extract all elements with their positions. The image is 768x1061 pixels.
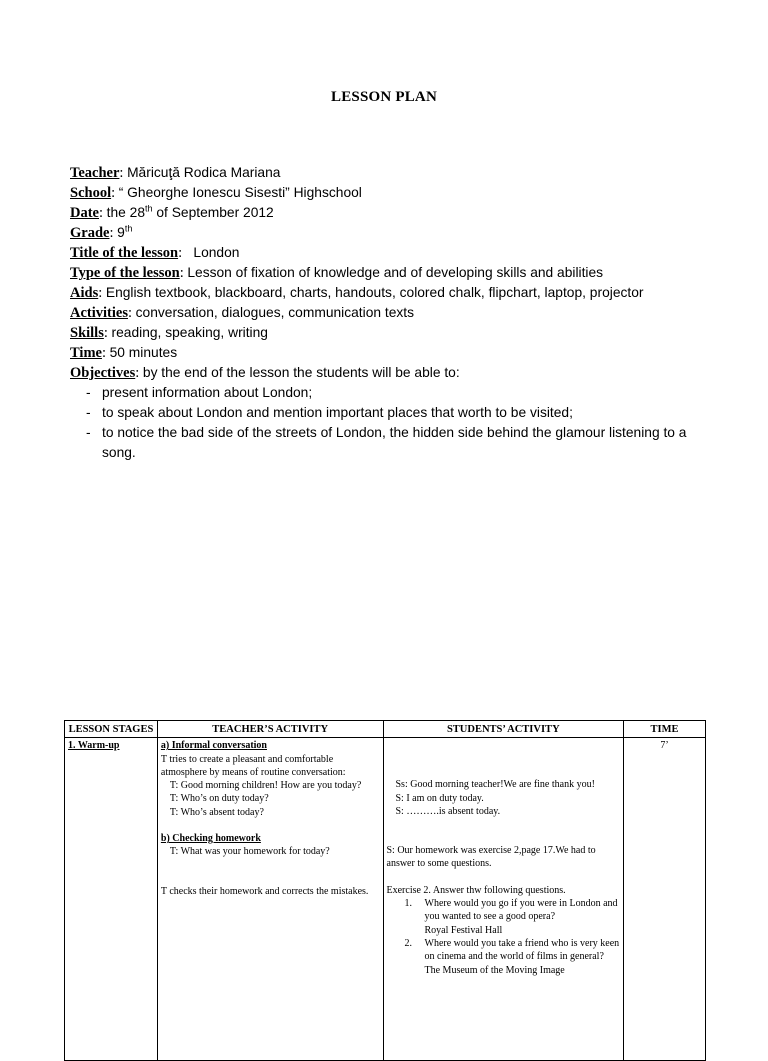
type-of-lesson-label: Type of the lesson — [70, 265, 180, 281]
table-row — [65, 738, 706, 1061]
student-response: S: ……….is absent today. — [395, 805, 501, 817]
student-response: S: I am on duty today. — [395, 792, 484, 804]
teacher-note: T checks their homework and corrects the mistakes. — [160, 885, 369, 897]
teacher-question: T: Good morning children! How are you today? — [169, 780, 362, 792]
students-activity-cell — [383, 738, 624, 1061]
skills-row: Skills: reading, speaking, writing — [70, 325, 268, 341]
informal-conversation-heading: a) Informal conversation — [160, 740, 267, 752]
date-value: the 28th of September 2012 — [106, 203, 274, 220]
aids-row: Aids: English textbook, blackboard, charts, handouts, colored chalk, flipchart, laptop, projector — [70, 285, 644, 301]
aids-value: English textbook, blackboard, charts, handouts, colored chalk, flipchart, laptop, projector — [105, 285, 644, 300]
grade-row: Grade: 9th — [70, 223, 133, 241]
time-cell — [624, 738, 706, 1061]
exercise-question: Where would you take a friend who is very keen on cinema and the world of films in general? — [424, 937, 620, 963]
exercise-answer: The Museum of the Moving Image — [424, 964, 565, 976]
exercise-title: Exercise 2. Answer thw following questions. — [386, 884, 566, 896]
stage-label: 1. Warm-up — [68, 740, 120, 752]
teacher-label: Teacher — [70, 165, 120, 181]
header-time: TIME — [624, 721, 706, 738]
page-title: LESSON PLAN — [331, 89, 437, 105]
school-label: School — [70, 185, 112, 201]
teacher-question: T: Who’s on duty today? — [169, 793, 269, 805]
objectives-row: Objectives: by the end of the lesson the students will be able to: — [70, 365, 460, 381]
title-of-lesson-row: Title of the lesson: London — [70, 245, 240, 261]
stage-cell — [65, 738, 158, 1061]
objectives-label: Objectives — [70, 365, 136, 381]
activities-value: conversation, dialogues, communication texts — [135, 305, 415, 320]
objective-item: - to notice the bad side of the streets of London, the hidden side behind the glamour listening to a song. — [70, 423, 710, 463]
header-teachers-activity: TEACHER’S ACTIVITY — [157, 721, 383, 738]
exercise-item: 2. Where would you take a friend who is very keen on cinema and the world of films in general? The Museum of the Moving Image — [404, 937, 620, 976]
time-value: 50 minutes — [109, 345, 178, 360]
objective-item: - present information about London; — [70, 383, 710, 403]
exercise-question: Where would you go if you were in London and you wanted to see a good opera? — [424, 898, 618, 923]
header-lesson-stages: LESSON STAGES — [65, 721, 158, 738]
skills-value: reading, speaking, writing — [111, 325, 268, 340]
date-row: Date: the 28th of September 2012 — [70, 203, 274, 221]
objectives-list — [70, 383, 710, 463]
teacher-activity-cell — [157, 738, 383, 1061]
grade-label: Grade — [70, 225, 110, 241]
date-label: Date — [70, 205, 99, 221]
teacher-row: Teacher: Măricuţă Rodica Mariana — [70, 165, 281, 181]
title-of-lesson-value: London — [185, 245, 240, 260]
header-students-activity: STUDENTS’ ACTIVITY — [383, 721, 624, 738]
title-of-lesson-label: Title of the lesson — [70, 245, 179, 261]
student-response: S: Our homework was exercise 2,page 17.We had to answer to some questions. — [386, 845, 596, 870]
table-header-row — [65, 721, 706, 738]
exercise-item: 1. Where would you go if you were in London and you wanted to see a good opera? Royal Festival Hall — [387, 897, 621, 937]
skills-label: Skills — [70, 325, 104, 341]
lesson-meta — [70, 163, 710, 463]
aids-label: Aids — [70, 285, 99, 301]
exercise-answer: Royal Festival Hall — [424, 924, 503, 936]
school-row: School: “ Gheorghe Ionescu Sisesti” Highschool — [70, 185, 362, 201]
teacher-intro: T tries to create a pleasant and comfortable atmosphere by means of routine conversation: — [160, 753, 346, 778]
checking-homework-heading: b) Checking homework — [160, 833, 261, 845]
grade-value: 9th — [117, 223, 133, 240]
activities-label: Activities — [70, 305, 128, 321]
teacher-value: Măricuţă Rodica Mariana — [127, 165, 281, 180]
time-value-cell: 7’ — [660, 740, 669, 752]
exercise-list — [387, 897, 621, 977]
time-row: Time: 50 minutes — [70, 345, 178, 361]
type-of-lesson-row: Type of the lesson: Lesson of fixation of knowledge and of developing skills and abilities — [70, 265, 604, 281]
time-label: Time — [70, 345, 102, 361]
type-of-lesson-value: Lesson of fixation of knowledge and of developing skills and abilities — [187, 265, 604, 280]
lesson-table — [64, 720, 706, 1061]
objectives-value: by the end of the lesson the students will be able to: — [142, 365, 460, 380]
student-response: Ss: Good morning teacher!We are fine thank you! — [395, 779, 595, 791]
school-value: “ Gheorghe Ionescu Sisesti” Highschool — [118, 185, 362, 200]
activities-row: Activities: conversation, dialogues, communication texts — [70, 305, 415, 321]
teacher-question: T: What was your homework for today? — [169, 846, 330, 858]
objective-item: - to speak about London and mention important places that worth to be visited; — [70, 403, 710, 423]
teacher-question: T: Who’s absent today? — [169, 806, 264, 818]
